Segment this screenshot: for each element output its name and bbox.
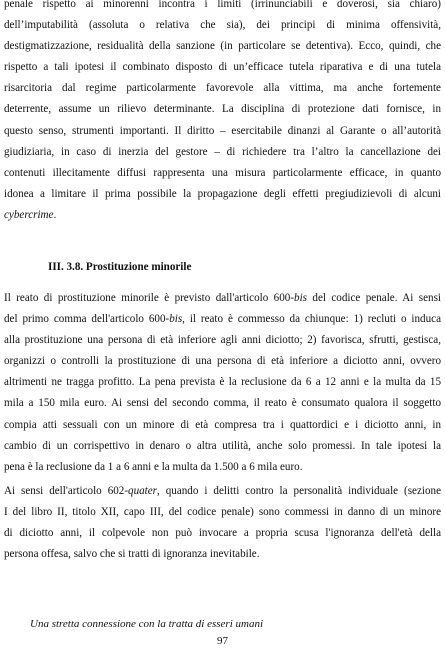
italic-term: quater — [128, 485, 157, 497]
text-line: giudiziaria, in caso di inerzia del gestore – di richiedere tra l’altro la cancellazione dei — [4, 145, 441, 158]
running-title: Una stretta connessione con la tratta di esseri umani — [30, 618, 264, 630]
text-line: cybercrime. — [4, 208, 57, 221]
text-line: di diciotto anni, il colpevole non può invocare a propria scusa l'ignoranza dell'età della — [4, 527, 441, 540]
text-line: organizzi o controlli la prostituzione di una persona di età inferiore a diciotto anni, ovvero — [4, 355, 441, 368]
italic-term: bis — [169, 313, 183, 326]
text-line: rispetto a tali ipotesi il combinato disposto di un’efficace tutela riparativa e di una tutela — [4, 61, 441, 74]
paragraph-article-602-quater — [4, 481, 441, 565]
text-line: contenuti illecitamente diffusi rappresenta una misura particolarmente efficace, in quanto — [4, 166, 441, 179]
text-line: persona offesa, salvo che si tratti di ignoranza inevitabile. — [4, 548, 260, 561]
paragraph-child-prostitution — [4, 288, 441, 478]
italic-term: bis — [294, 292, 307, 304]
section-heading: III. 3.8. Prostituzione minorile — [48, 261, 192, 273]
text-line: risarcitoria dal regime particolarmente favorevole alla vittima, ma anche fortemente — [4, 82, 441, 95]
text-line: idonea a limitare il prima possibile la propagazione degli effetti pregiudizievoli di alcuni — [4, 187, 441, 200]
text-line: altrimenti ne tragga profitto. La pena prevista è la reclusione da 6 a 12 anni e la multa da 15 — [4, 376, 441, 389]
text-line: alla prostituzione una persona di età inferiore agli anni diciotto; 2) favorisca, sfrutti, gestisca, — [4, 334, 441, 347]
paragraph-minors-data-protection — [4, 0, 441, 226]
page-number: 97 — [217, 635, 228, 647]
text-line: Il reato di prostituzione minorile è previsto dall'articolo 600-bis del codice penale. Ai sensi — [4, 292, 441, 304]
text-line: cambio di un corrispettivo in denaro o altra utilità, anche solo promessi. In tale ipotesi la — [4, 439, 441, 452]
text-line: I del libro II, titolo XII, capo III, del codice penale) sono commessi in danno di un minore — [4, 506, 441, 519]
text-line: mila a 150 mila euro. Ai sensi del secondo comma, il reato è consumato qualora il soggetto — [4, 397, 441, 410]
text-line: penale rispetto ai minorenni incontra i limiti (irrinunciabili e doverosi, sia chiaro) — [4, 0, 441, 10]
text-line: deterrente, assume un rilievo determinante. La disciplina di protezione dati fornisce, in — [4, 103, 441, 116]
text-line: dell’imputabilità (assoluta o relativa che sia), dei principi di minima offensività, — [4, 19, 441, 32]
text-line: destigmatizzazione, residualità della sanzione (in particolare se detentiva). Ecco, quindi, che — [4, 40, 441, 53]
text-line: compia atti sessuali con un minore di età compresa tra i quattordici e i diciotto anni, in — [4, 418, 441, 431]
text-line: del primo comma dell'articolo 600-bis, il reato è commesso da chiunque: 1) recluti o induca — [4, 313, 441, 326]
text-line: questo senso, strumenti importanti. Il diritto – esercitabile dinanzi al Garante o all’autorità — [4, 124, 441, 137]
italic-term: cybercrime — [4, 208, 54, 221]
text-line: pena è la reclusione da 1 a 6 anni e la multa da 1.500 a 6 mila euro. — [4, 460, 303, 473]
text-line: Ai sensi dell'articolo 602-quater, quando i delitti contro la personalità individuale (sezione — [4, 485, 441, 497]
